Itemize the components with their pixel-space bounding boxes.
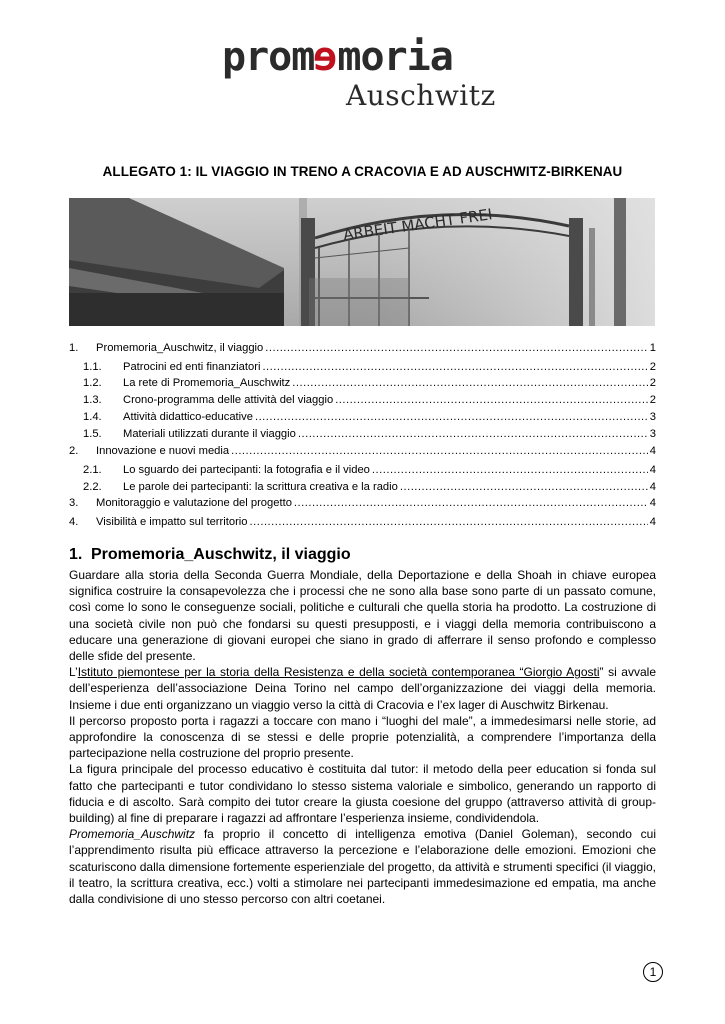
toc-entry[interactable]: 4. Visibilità e impatto sul territorio ..... 4 (69, 516, 656, 531)
paragraph: L’Istituto piemontese per la storia della Resistenza e della società contemporanea “Giorgio Agosti” si avvale dell’esperienza dell’associazione Deina Torino nel campo dell’organizzazione dei viaggi della memoria. Insieme i due enti organizzano un viaggio verso la città di Cracovia e l’ex lager di Auschwitz Birkenau. (69, 665, 656, 712)
toc-leader (231, 445, 648, 457)
toc-leader (265, 342, 648, 354)
toc-leader (255, 411, 648, 423)
paragraph: Guardare alla storia della Seconda Guerra Mondiale, della Deportazione e della Shoah in chiave europea significa costruire la consapevolezza che i processi che ne sono alla base sono parte di un passato comune, così come lo sono le conseguenze sociali, politiche e culturali che quella storia ha prodotto. La costruzione di una società civile non può che fondarsi su questi presupposti, e i viaggi della memoria contribuiscono a educare una generazione di giovani europei che siano in grado di afferrare il senso profondo e complesso delle sfide del presente. (69, 568, 656, 664)
toc-leader (292, 377, 648, 389)
logo-wordmark: promemoria (222, 34, 453, 80)
paragraph: Promemoria_Auschwitz fa proprio il concetto di intelligenza emotiva (Daniel Goleman), secondo cui l’apprendimento risulta più efficace attraverso la percezione e l’elaborazione delle emozioni. Emozioni che scaturiscono dalla dimensione fortemente esperienziale del progetto, da attività e strumenti specifici (il viaggio, il teatro, la scrittura creativa, ecc.) volti a stimolare nei partecipanti immedesimazione ed empatia, ma anche dalla condivisione di uno stesso percorso con altri coetanei. (69, 827, 656, 907)
institute-link[interactable]: Istituto piemontese per la storia della Resistenza e della società contemporanea “Giorgio Agosti (77, 665, 600, 680)
toc-entry[interactable]: 1.1. Patrocini ed enti finanziatori ..... 2 (69, 361, 656, 376)
paragraph: Il percorso proposto porta i ragazzi a toccare con mano i “luoghi del male”, a immedesimarsi nelle storie, ad approfondire la conoscenza di se stessi e delle proprie potenzialità, a comprendere l’importanza della partecipazione nella costruzione del proprio presente. (69, 713, 656, 761)
toc-entry[interactable]: 2.1. Lo sguardo dei partecipanti: la fotografia e il video ..... 4 (69, 464, 656, 479)
page-number: 1 (643, 962, 663, 982)
logo-subtitle: Auschwitz (346, 79, 496, 112)
toc-leader (294, 497, 648, 509)
toc-leader (262, 361, 647, 373)
document-title: ALLEGATO 1: IL VIAGGIO IN TRENO A CRACOVIA E AD AUSCHWITZ-BIRKENAU (102, 164, 623, 179)
auschwitz-gate-photo (69, 198, 655, 326)
toc-leader (400, 481, 648, 493)
section-heading: 1. Promemoria_Auschwitz, il viaggio (69, 546, 351, 563)
section-body (69, 567, 656, 907)
toc-leader (335, 394, 648, 406)
toc-entry[interactable]: 1.3. Crono-programma delle attività del viaggio ..... 2 (69, 394, 656, 409)
gate-sign-text: ARBEIT MACHT FREI (342, 205, 494, 244)
toc-entry[interactable]: 1.4. Attività didattico-educative ..... 3 (69, 411, 656, 426)
toc-entry[interactable]: 1.5. Materiali utilizzati durante il viaggio ..... 3 (69, 428, 656, 443)
toc-leader (298, 428, 648, 440)
toc-leader (250, 516, 648, 528)
toc-entry[interactable]: 1. Promemoria_Auschwitz, il viaggio ..... 1 (69, 342, 656, 357)
toc-entry[interactable]: 3. Monitoraggio e valutazione del progetto ..... 4 (69, 497, 656, 512)
promemoria-logo (222, 34, 512, 114)
toc-entry[interactable]: 2.2. Le parole dei partecipanti: la scrittura creativa e la radio ..... 4 (69, 481, 656, 496)
toc-leader (372, 464, 648, 476)
paragraph: La figura principale del processo educativo è costituita dal tutor: il metodo della peer education si fonda sul fatto che partecipanti e tutor condividano lo stesso sistema valoriale e simbolico, generando un rapporto di fiducia e di ascolto. Sarà compito dei tutor creare la giusta coesione del gruppo (attraverso attività di group-building) al fine di preparare i ragazzi ad affrontare l’esperienza insieme, condividendola. (69, 762, 656, 826)
toc-entry[interactable]: 2. Innovazione e nuovi media ..... 4 (69, 445, 656, 460)
toc-entry[interactable]: 1.2. La rete di Promemoria_Auschwitz ..... 2 (69, 377, 656, 392)
